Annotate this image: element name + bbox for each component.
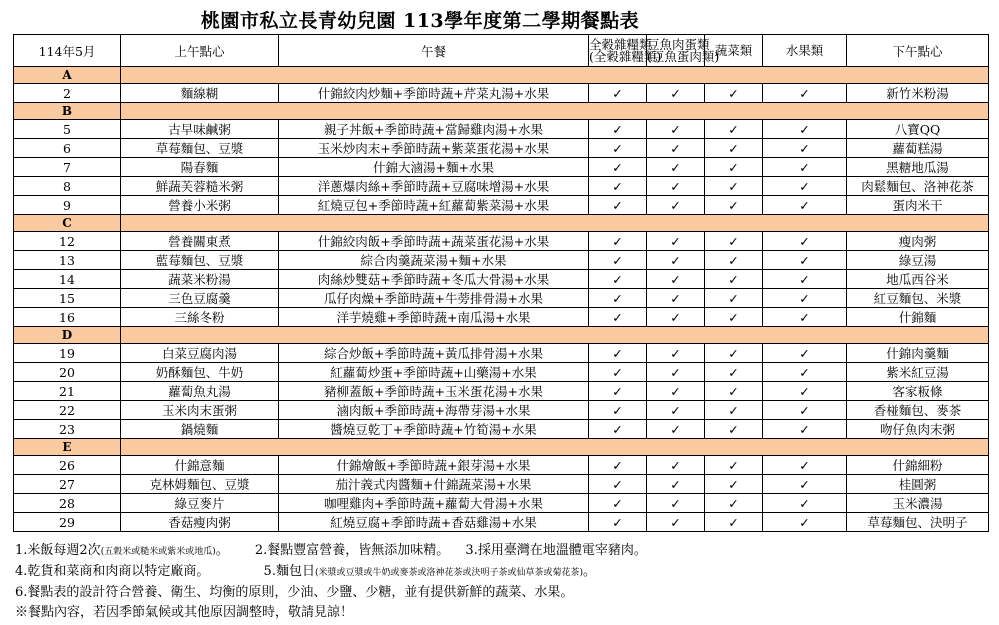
date-cell: 16 (14, 308, 121, 327)
table-row (14, 158, 989, 177)
vegetable-check-icon: ✓ (705, 401, 763, 420)
grain-check-icon: ✓ (589, 120, 647, 139)
grain-header (589, 35, 662, 67)
grain-check-icon: ✓ (589, 196, 647, 215)
protein-check-icon: ✓ (647, 270, 705, 289)
note-6: 6.餐點表的設計符合營養、衛生、均衡的原則，少油、少鹽、少糖，並有提供新鮮的蔬菜、水果。 (15, 585, 574, 600)
afternoon-snack-header: 下午點心 (847, 35, 989, 67)
table-row (14, 401, 989, 420)
afternoon-snack-cell: 草莓麵包、決明子 (847, 513, 989, 532)
table-row (14, 270, 989, 289)
fruit-check-icon: ✓ (763, 401, 847, 420)
week-label: E (14, 439, 121, 456)
fruit-check-icon: ✓ (763, 456, 847, 475)
note-5-detail: (米漿或豆漿或牛奶或麥茶或洛神花茶或決明子茶或仙草茶或菊花茶) (314, 568, 583, 578)
week-row (14, 103, 989, 120)
grain-check-icon: ✓ (589, 382, 647, 401)
protein-check-icon: ✓ (647, 158, 705, 177)
morning-snack-cell: 三絲冬粉 (121, 308, 279, 327)
table-row (14, 139, 989, 158)
lunch-cell: 洋蔥爆肉絲+季節時蔬+豆腐味增湯+水果 (279, 177, 589, 196)
vegetable-check-icon: ✓ (705, 84, 763, 103)
lunch-cell: 茄汁義式肉醬麵+什錦蔬菜湯+水果 (279, 475, 589, 494)
meal-table (13, 34, 989, 532)
date-cell: 5 (14, 120, 121, 139)
week-row (14, 215, 989, 232)
protein-check-icon: ✓ (647, 251, 705, 270)
grain-check-icon: ✓ (589, 251, 647, 270)
grain-check-icon: ✓ (589, 139, 647, 158)
protein-check-icon: ✓ (647, 232, 705, 251)
fruit-check-icon: ✓ (763, 139, 847, 158)
morning-snack-cell: 克林姆麵包、豆漿 (121, 475, 279, 494)
fruit-check-icon: ✓ (763, 177, 847, 196)
afternoon-snack-cell: 什錦細粉 (847, 456, 989, 475)
week-bar (121, 67, 989, 84)
morning-snack-cell: 綠豆麥片 (121, 494, 279, 513)
note-5: 5.麵包日 (263, 564, 315, 579)
week-row (14, 327, 989, 344)
table-row (14, 196, 989, 215)
afternoon-snack-cell: 香椪麵包、麥茶 (847, 401, 989, 420)
afternoon-snack-cell: 黑糖地瓜湯 (847, 158, 989, 177)
protein-check-icon: ✓ (647, 420, 705, 439)
lunch-cell: 紅蘿蔔炒蛋+季節時蔬+山藥湯+水果 (279, 363, 589, 382)
vegetable-check-icon: ✓ (705, 308, 763, 327)
grain-check-icon: ✓ (589, 308, 647, 327)
morning-snack-cell: 三色豆腐羹 (121, 289, 279, 308)
lunch-cell: 滷肉飯+季節時蔬+海帶芽湯+水果 (279, 401, 589, 420)
table-row (14, 494, 989, 513)
protein-check-icon: ✓ (647, 382, 705, 401)
note-3: 3.採用臺灣在地溫體電宰豬肉。 (465, 543, 647, 558)
vegetable-check-icon: ✓ (705, 270, 763, 289)
table-row (14, 251, 989, 270)
morning-snack-header: 上午點心 (121, 35, 279, 67)
vegetable-check-icon: ✓ (705, 475, 763, 494)
month-header: 114年5月 (14, 35, 121, 67)
morning-snack-cell: 營養關東煮 (121, 232, 279, 251)
afternoon-snack-cell: 玉米濃湯 (847, 494, 989, 513)
afternoon-snack-cell: 吻仔魚肉末粥 (847, 420, 989, 439)
protein-check-icon: ✓ (647, 456, 705, 475)
header-row (14, 35, 989, 67)
afternoon-snack-cell: 紫米紅豆湯 (847, 363, 989, 382)
lunch-cell: 肉絲炒雙菇+季節時蔬+冬瓜大骨湯+水果 (279, 270, 589, 289)
note-1-end: 。 (215, 543, 229, 558)
vegetable-check-icon: ✓ (705, 344, 763, 363)
afternoon-snack-cell: 紅豆麵包、米漿 (847, 289, 989, 308)
date-cell: 19 (14, 344, 121, 363)
lunch-header: 午餐 (279, 35, 589, 67)
protein-check-icon: ✓ (647, 196, 705, 215)
table-row (14, 382, 989, 401)
grain-check-icon: ✓ (589, 420, 647, 439)
fruit-check-icon: ✓ (763, 363, 847, 382)
fruit-check-icon: ✓ (763, 251, 847, 270)
vegetable-check-icon: ✓ (705, 251, 763, 270)
morning-snack-cell: 古早味鹹粥 (121, 120, 279, 139)
protein-check-icon: ✓ (647, 363, 705, 382)
note-4: 4.乾貨和菜商和肉商以特定廠商。 (15, 564, 210, 579)
morning-snack-cell: 白菜豆腐肉湯 (121, 344, 279, 363)
morning-snack-cell: 營養小米粥 (121, 196, 279, 215)
week-row (14, 67, 989, 84)
morning-snack-cell: 香菇瘦肉粥 (121, 513, 279, 532)
lunch-cell: 豬柳蓋飯+季節時蔬+玉米蛋花湯+水果 (279, 382, 589, 401)
lunch-cell: 紅燒豆包+季節時蔬+紅蘿蔔紫菜湯+水果 (279, 196, 589, 215)
morning-snack-cell: 什錦意麵 (121, 456, 279, 475)
date-cell: 22 (14, 401, 121, 420)
afternoon-snack-cell: 肉鬆麵包、洛神花茶 (847, 177, 989, 196)
week-label: A (14, 67, 121, 84)
vegetable-check-icon: ✓ (705, 363, 763, 382)
grain-check-icon: ✓ (589, 84, 647, 103)
vegetable-check-icon: ✓ (705, 513, 763, 532)
notes (15, 541, 990, 623)
grain-check-icon: ✓ (589, 456, 647, 475)
page-title: 桃園市私立長青幼兒園 113學年度第二學期餐點表 (200, 10, 640, 32)
morning-snack-cell: 鍋燒麵 (121, 420, 279, 439)
lunch-cell: 玉米炒肉末+季節時蔬+紫菜蛋花湯+水果 (279, 139, 589, 158)
week-bar (121, 103, 989, 120)
morning-snack-cell: 玉米肉末蛋粥 (121, 401, 279, 420)
fruit-check-icon: ✓ (763, 475, 847, 494)
lunch-cell: 醬燒豆乾丁+季節時蔬+竹筍湯+水果 (279, 420, 589, 439)
fruit-check-icon: ✓ (763, 289, 847, 308)
week-label: C (14, 215, 121, 232)
week-bar (121, 215, 989, 232)
morning-snack-cell: 奶酥麵包、牛奶 (121, 363, 279, 382)
fruit-header: 水果類 (763, 35, 847, 67)
week-row (14, 439, 989, 456)
protein-check-icon: ✓ (647, 308, 705, 327)
lunch-cell: 洋芋燒雞+季節時蔬+南瓜湯+水果 (279, 308, 589, 327)
grain-check-icon: ✓ (589, 177, 647, 196)
vegetable-check-icon: ✓ (705, 196, 763, 215)
grain-check-icon: ✓ (589, 270, 647, 289)
afternoon-snack-cell: 客家粄條 (847, 382, 989, 401)
lunch-cell: 什錦絞肉飯+季節時蔬+蔬菜蛋花湯+水果 (279, 232, 589, 251)
grain-check-icon: ✓ (589, 401, 647, 420)
table-row (14, 84, 989, 103)
grain-check-icon: ✓ (589, 494, 647, 513)
week-label: D (14, 327, 121, 344)
fruit-check-icon: ✓ (763, 270, 847, 289)
lunch-cell: 紅燒豆腐+季節時蔬+香菇雞湯+水果 (279, 513, 589, 532)
date-cell: 27 (14, 475, 121, 494)
grain-check-icon: ✓ (589, 289, 647, 308)
morning-snack-cell: 鮮蔬芙蓉糙米粥 (121, 177, 279, 196)
date-cell: 23 (14, 420, 121, 439)
afternoon-snack-cell: 八寶QQ (847, 120, 989, 139)
lunch-cell: 綜合炒飯+季節時蔬+黃瓜排骨湯+水果 (279, 344, 589, 363)
lunch-cell: 綜合肉羹蔬菜湯+麵+水果 (279, 251, 589, 270)
date-cell: 20 (14, 363, 121, 382)
morning-snack-cell: 蔬菜米粉湯 (121, 270, 279, 289)
table-row (14, 308, 989, 327)
fruit-check-icon: ✓ (763, 513, 847, 532)
protein-header-line1: 豆魚肉蛋類 (647, 36, 710, 52)
protein-header (647, 35, 720, 67)
lunch-cell: 什錦燴飯+季節時蔬+銀芽湯+水果 (279, 456, 589, 475)
protein-check-icon: ✓ (647, 401, 705, 420)
grain-header-line1: 全穀雜糧類 (589, 36, 652, 52)
table-row (14, 120, 989, 139)
fruit-check-icon: ✓ (763, 494, 847, 513)
fruit-check-icon: ✓ (763, 196, 847, 215)
date-cell: 2 (14, 84, 121, 103)
notes-line-1 (15, 541, 990, 562)
table-row (14, 456, 989, 475)
protein-check-icon: ✓ (647, 513, 705, 532)
vegetable-header: 蔬菜類 (705, 35, 763, 67)
afternoon-snack-cell: 綠豆湯 (847, 251, 989, 270)
date-cell: 9 (14, 196, 121, 215)
protein-check-icon: ✓ (647, 475, 705, 494)
table-row (14, 177, 989, 196)
protein-check-icon: ✓ (647, 120, 705, 139)
morning-snack-cell: 藍莓麵包、豆漿 (121, 251, 279, 270)
date-cell: 8 (14, 177, 121, 196)
date-cell: 7 (14, 158, 121, 177)
date-cell: 13 (14, 251, 121, 270)
fruit-check-icon: ✓ (763, 344, 847, 363)
date-cell: 28 (14, 494, 121, 513)
date-cell: 21 (14, 382, 121, 401)
afternoon-snack-cell: 新竹米粉湯 (847, 84, 989, 103)
afternoon-snack-cell: 什錦肉羹麵 (847, 344, 989, 363)
table-row (14, 344, 989, 363)
protein-check-icon: ✓ (647, 139, 705, 158)
note-2: 2.餐點豐富營養，皆無添加味精。 (254, 543, 450, 558)
fruit-check-icon: ✓ (763, 232, 847, 251)
vegetable-check-icon: ✓ (705, 289, 763, 308)
grain-header-line2: (全穀雜糧類) (589, 48, 662, 64)
vegetable-check-icon: ✓ (705, 158, 763, 177)
grain-check-icon: ✓ (589, 344, 647, 363)
date-cell: 14 (14, 270, 121, 289)
protein-check-icon: ✓ (647, 289, 705, 308)
fruit-check-icon: ✓ (763, 120, 847, 139)
morning-snack-cell: 陽春麵 (121, 158, 279, 177)
afternoon-snack-cell: 瘦肉粥 (847, 232, 989, 251)
note-1: 1.米飯每週2次 (15, 543, 101, 558)
note-7: ※餐點內容，若因季節氣候或其他原因調整時，敬請見諒！ (15, 605, 354, 620)
week-bar (121, 439, 989, 456)
fruit-check-icon: ✓ (763, 158, 847, 177)
vegetable-check-icon: ✓ (705, 494, 763, 513)
grain-check-icon: ✓ (589, 363, 647, 382)
protein-check-icon: ✓ (647, 344, 705, 363)
note-1-detail: (五穀米或糙米或紫米或地瓜) (100, 547, 216, 557)
date-cell: 12 (14, 232, 121, 251)
lunch-cell: 咖哩雞肉+季節時蔬+蘿蔔大骨湯+水果 (279, 494, 589, 513)
week-label: B (14, 103, 121, 120)
afternoon-snack-cell: 桂圓粥 (847, 475, 989, 494)
table-row (14, 363, 989, 382)
fruit-check-icon: ✓ (763, 308, 847, 327)
vegetable-check-icon: ✓ (705, 232, 763, 251)
table-row (14, 420, 989, 439)
vegetable-check-icon: ✓ (705, 177, 763, 196)
grain-check-icon: ✓ (589, 513, 647, 532)
vegetable-check-icon: ✓ (705, 382, 763, 401)
lunch-cell: 瓜仔肉燥+季節時蔬+牛蒡排骨湯+水果 (279, 289, 589, 308)
protein-check-icon: ✓ (647, 494, 705, 513)
week-bar (121, 327, 989, 344)
morning-snack-cell: 蘿蔔魚丸湯 (121, 382, 279, 401)
date-cell: 6 (14, 139, 121, 158)
fruit-check-icon: ✓ (763, 84, 847, 103)
afternoon-snack-cell: 地瓜西谷米 (847, 270, 989, 289)
lunch-cell: 親子丼飯+季節時蔬+當歸雞肉湯+水果 (279, 120, 589, 139)
vegetable-check-icon: ✓ (705, 420, 763, 439)
grain-check-icon: ✓ (589, 475, 647, 494)
date-cell: 26 (14, 456, 121, 475)
lunch-cell: 什錦絞肉炒麵+季節時蔬+芹菜丸湯+水果 (279, 84, 589, 103)
protein-check-icon: ✓ (647, 84, 705, 103)
vegetable-check-icon: ✓ (705, 456, 763, 475)
notes-line-2 (15, 562, 990, 583)
note-5-end: 。 (582, 564, 596, 579)
afternoon-snack-cell: 蛋肉米干 (847, 196, 989, 215)
date-cell: 29 (14, 513, 121, 532)
table-row (14, 513, 989, 532)
protein-header-line2: (豆魚蛋肉類) (647, 48, 720, 64)
afternoon-snack-cell: 蘿蔔糕湯 (847, 139, 989, 158)
lunch-cell: 什錦大滷湯+麵+水果 (279, 158, 589, 177)
fruit-check-icon: ✓ (763, 420, 847, 439)
afternoon-snack-cell: 什錦麵 (847, 308, 989, 327)
table-row (14, 289, 989, 308)
protein-check-icon: ✓ (647, 177, 705, 196)
table-row (14, 232, 989, 251)
grain-check-icon: ✓ (589, 158, 647, 177)
table-row (14, 475, 989, 494)
fruit-check-icon: ✓ (763, 382, 847, 401)
date-cell: 15 (14, 289, 121, 308)
morning-snack-cell: 麵線糊 (121, 84, 279, 103)
morning-snack-cell: 草莓麵包、豆漿 (121, 139, 279, 158)
vegetable-check-icon: ✓ (705, 120, 763, 139)
grain-check-icon: ✓ (589, 232, 647, 251)
vegetable-check-icon: ✓ (705, 139, 763, 158)
